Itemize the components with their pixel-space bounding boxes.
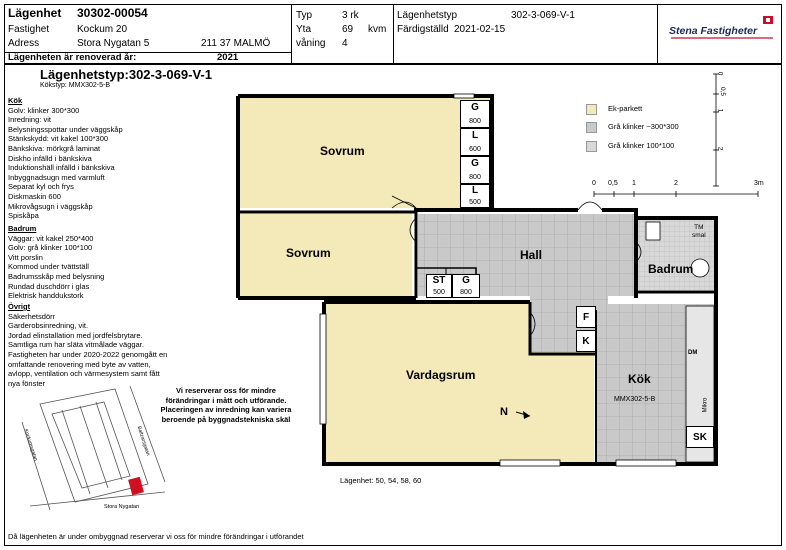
badrum-line: Kommod under tvättställ — [8, 262, 89, 272]
plan-subtitle: Kökstyp: MMX302-5-B — [40, 82, 111, 89]
kok-line: Bänkskiva: mörkgrå laminat — [8, 143, 101, 153]
badrum-line: Rundad duschdörr i glas — [8, 281, 90, 291]
badrum-line: Elektrisk handdukstork — [8, 291, 84, 301]
room-hall: Hall — [520, 248, 543, 262]
badrum-line: Badrumsskåp med belysning — [8, 271, 105, 281]
yta-value: 69 — [342, 24, 354, 35]
renoverad-value: 2021 — [217, 52, 239, 63]
kok-line: Separat kyl och frys — [8, 182, 74, 192]
renoverad-label: Lägenheten är renoverad år: — [8, 52, 137, 63]
kok-line: Stänkskydd: vit kakel 100*300 — [8, 134, 109, 144]
fridge: F — [576, 306, 596, 328]
vaning-value: 4 — [342, 38, 348, 49]
fardigstalld-label: Färdigställd — [397, 24, 449, 35]
footer-note: Då lägenheten är under ombyggnad reserverar vi oss för mindre förändringar i utförandet — [8, 532, 304, 541]
scale-label: 1 — [632, 180, 636, 187]
logo-text: Stena Fastigheter — [669, 25, 758, 37]
closet-l: L 600 — [460, 128, 490, 156]
ovrigt-line: Fastigheten har under 2020-2022 genomgått en — [8, 349, 168, 359]
ovrigt-line: Jordad elinstallation med jordfelsbrytare. — [8, 330, 143, 340]
closet-g: G 800 — [460, 100, 490, 128]
legend-label: Ek-parkett — [608, 104, 643, 113]
scale-label: 2 — [674, 180, 678, 187]
ovrigt-line: omfattande renovering med byte av vatten, — [8, 359, 151, 369]
storage-g: G 800 — [452, 274, 480, 298]
kok-notes — [8, 96, 208, 221]
kok-line: Diskmaskin 600 — [8, 191, 61, 201]
scale-label: 0 — [592, 180, 596, 187]
vaning-label: våning — [296, 38, 326, 49]
storage-st: ST 500 — [426, 274, 452, 298]
badrum-line: Väggar: vit kakel 250*400 — [8, 233, 94, 243]
north-label: N — [500, 406, 508, 418]
fardigstalld-value: 2021-02-15 — [454, 24, 506, 35]
kok-line: Diskho infälld i bänkskiva — [8, 153, 92, 163]
header-table — [4, 4, 782, 64]
badrum-notes — [8, 224, 208, 301]
badrum-line: Golv: grå klinker 100*100 — [8, 243, 93, 253]
site-street2-label: Baltzarsgatan — [135, 425, 151, 457]
dishwasher-label: DM — [688, 350, 698, 356]
storage-sk: SK — [686, 426, 714, 448]
adress-value: Stora Nygatan 5 — [77, 38, 150, 49]
vscale-label: 0 — [716, 71, 724, 76]
kok-line: Belysningsspottar under väggskåp — [8, 124, 123, 134]
legend-label: Grå klinker ~300*300 — [608, 122, 679, 131]
fastighet-value: Kockum 20 — [77, 24, 128, 35]
room-sovrum-2: Sovrum — [286, 246, 331, 260]
site-map — [20, 384, 170, 512]
stena-logo — [665, 15, 777, 41]
ovrigt-line: nya fönster — [8, 378, 46, 388]
ovrigt-line: Säkerhetsdörr — [8, 311, 56, 321]
site-street-label: Stora Nygatan — [104, 504, 140, 510]
kok-line: Inbyggnadsugn med varmluft — [8, 172, 105, 182]
room-sovrum-1: Sovrum — [320, 144, 365, 158]
yta-label: Yta — [296, 24, 312, 35]
floor-plan — [230, 92, 730, 476]
kok-line: Spiskåpa — [8, 211, 39, 221]
vscale-label: 1 — [716, 108, 724, 113]
room-kok: Kök — [628, 372, 651, 386]
room-badrum: Badrum — [648, 262, 694, 276]
kok-line: Golv: klinker 300*300 — [8, 105, 80, 115]
legend-label: Grå klinker 100*100 — [608, 141, 675, 150]
postort-value: 211 37 MALMÖ — [201, 38, 271, 49]
reservation-note: Vi reserverar oss för mindre förändringar i mått och utförande. Placeringen av inredning kan variera beroende på byggnadstekniska skäl — [160, 386, 292, 424]
site-street3-label: Kockumsgatan — [22, 428, 39, 462]
ovrigt-line: Garderobsinredning, vit. — [8, 321, 89, 331]
vscale-label: 0,5 — [719, 86, 727, 97]
room-vardagsrum: Vardagsrum — [406, 368, 476, 382]
fastighet-label: Fastighet — [8, 24, 50, 35]
ovrigt-notes-title: Övrigt — [8, 302, 31, 311]
freezer: K — [576, 330, 596, 352]
typ-label: Typ — [296, 10, 313, 21]
scale-label: 0,5 — [608, 180, 618, 187]
kok-line: Inredning: vit — [8, 115, 51, 125]
badrum-line: Vitt porslin — [8, 252, 43, 262]
scale-label: 3m — [754, 180, 764, 187]
apartments-note: Lägenhet: 50, 54, 58, 60 — [340, 476, 422, 485]
lagenhet-label: Lägenhet — [8, 6, 62, 20]
kok-notes-title: Kök — [8, 96, 23, 105]
typ-value: 3 rk — [342, 10, 359, 21]
vscale-label: 2 — [716, 146, 724, 151]
adress-label: Adress — [8, 38, 40, 49]
lagenhet-value: 30302-00054 — [77, 6, 148, 20]
kok-line: Mikrovågsugn i väggskåp — [8, 201, 93, 211]
ovrigt-line: Samtliga rum har släta vitmålade väggar. — [8, 340, 144, 350]
microwave-label: Mikro — [702, 397, 709, 413]
badrum-notes-title: Badrum — [8, 224, 37, 233]
lagenhetstyp-value: 302-3-069-V-1 — [511, 10, 575, 21]
plan-title: Lägenhetstyp:302-3-069-V-1 — [40, 67, 212, 82]
kok-code: MMX302-5-B — [614, 396, 656, 403]
kok-line: Induktionshäll infälld i bänkskiva — [8, 163, 115, 173]
lagenhetstyp-label: Lägenhetstyp — [397, 10, 458, 21]
ovrigt-line: avlopp, ventilation och värmesystem samt fått — [8, 369, 160, 379]
ovrigt-notes — [8, 302, 223, 388]
washer-tm: TM smal — [692, 224, 706, 239]
closet-g: G 800 — [460, 156, 490, 184]
yta-unit: kvm — [368, 24, 387, 35]
closet-l: L 500 — [460, 184, 490, 208]
